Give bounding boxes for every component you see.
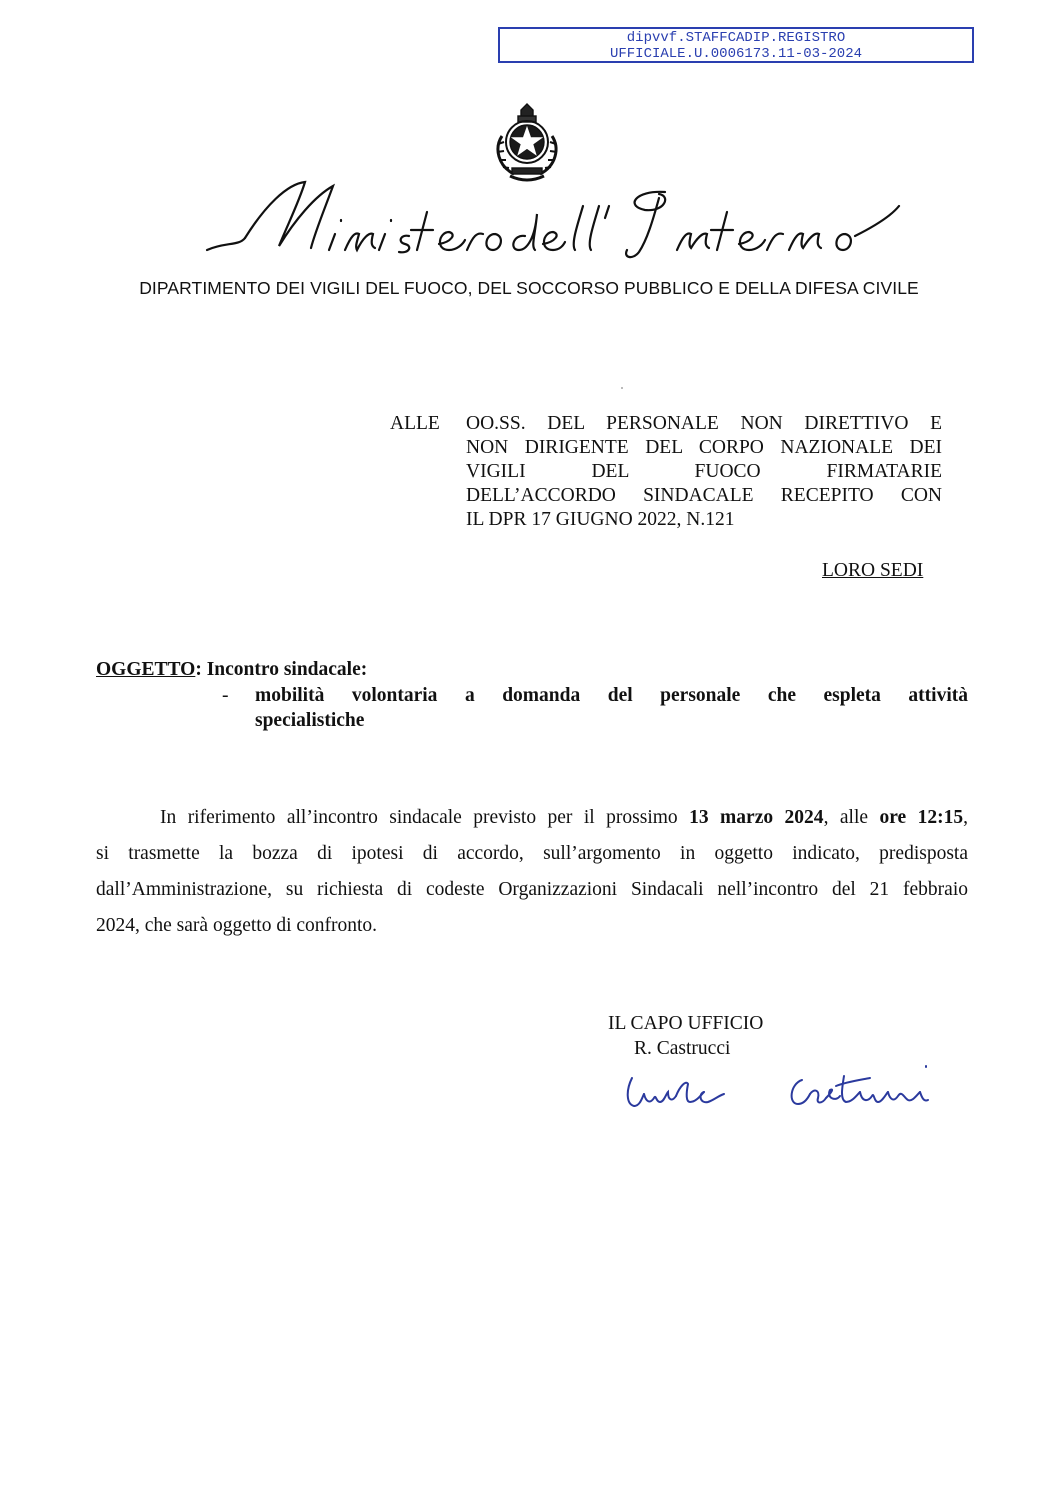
meeting-date: 13 marzo 2024 (689, 807, 824, 828)
republic-emblem-icon (488, 96, 566, 188)
protocol-stamp-line1: dipvvf.STAFFCADIP.REGISTRO (626, 30, 846, 46)
recipient-lines (466, 412, 942, 532)
subject-heading (96, 657, 968, 682)
subject-title: : Incontro sindacale: (195, 659, 368, 680)
recipient-prefix: ALLE (390, 413, 440, 434)
subject-item-line2: specialistiche (255, 710, 365, 731)
subject-item-line1: mobilità volontaria a domanda del personale che espleta attività (255, 685, 968, 706)
body-line: 2024, che sarà oggetto di confronto. (96, 915, 378, 936)
body-line (96, 800, 968, 836)
protocol-stamp (498, 27, 974, 63)
subject-item-text (255, 683, 968, 733)
scan-speck (621, 387, 623, 389)
recipient-line: IL DPR 17 GIUGNO 2022, N.121 (466, 509, 735, 530)
body-line: si trasmette la bozza di ipotesi di accordo, sull’argomento in oggetto indicato, predisposta (96, 843, 968, 864)
signer-name: R. Castrucci (634, 1038, 731, 1059)
recipient-line: DELL’ACCORDO SINDACALE RECEPITO CON (466, 485, 942, 506)
recipient-line: NON DIRIGENTE DEL CORPO NAZIONALE DEI (466, 437, 942, 458)
subject-label: OGGETTO (96, 659, 196, 680)
meeting-time: ore 12:15 (879, 807, 964, 828)
body-text (96, 800, 968, 944)
loro-sedi: LORO SEDI (822, 560, 924, 581)
recipient-line: VIGILI DEL FUOCO FIRMATARIE (466, 461, 942, 482)
protocol-stamp-line2: UFFICIALE.U.0006173.11-03-2024 (609, 46, 863, 62)
subject-dash: - (222, 685, 229, 706)
ministry-logo (195, 176, 905, 268)
department-name: DIPARTIMENTO DEI VIGILI DEL FUOCO, DEL SOCCORSO PUBBLICO E DELLA DIFESA CIVILE (139, 278, 919, 298)
body-line: dall’Amministrazione, su richiesta di codeste Organizzazioni Sindacali nell’incontro del 21 febbraio (96, 879, 968, 900)
body-text-run: In riferimento all’incontro sindacale previsto per il prossimo (160, 807, 690, 828)
signer-role: IL CAPO UFFICIO (608, 1013, 764, 1034)
recipient-line: OO.SS. DEL PERSONALE NON DIRETTIVO E (466, 413, 942, 434)
body-text-run: , (963, 807, 969, 828)
handwritten-signature (620, 1058, 940, 1118)
body-text-run: , alle (823, 807, 880, 828)
